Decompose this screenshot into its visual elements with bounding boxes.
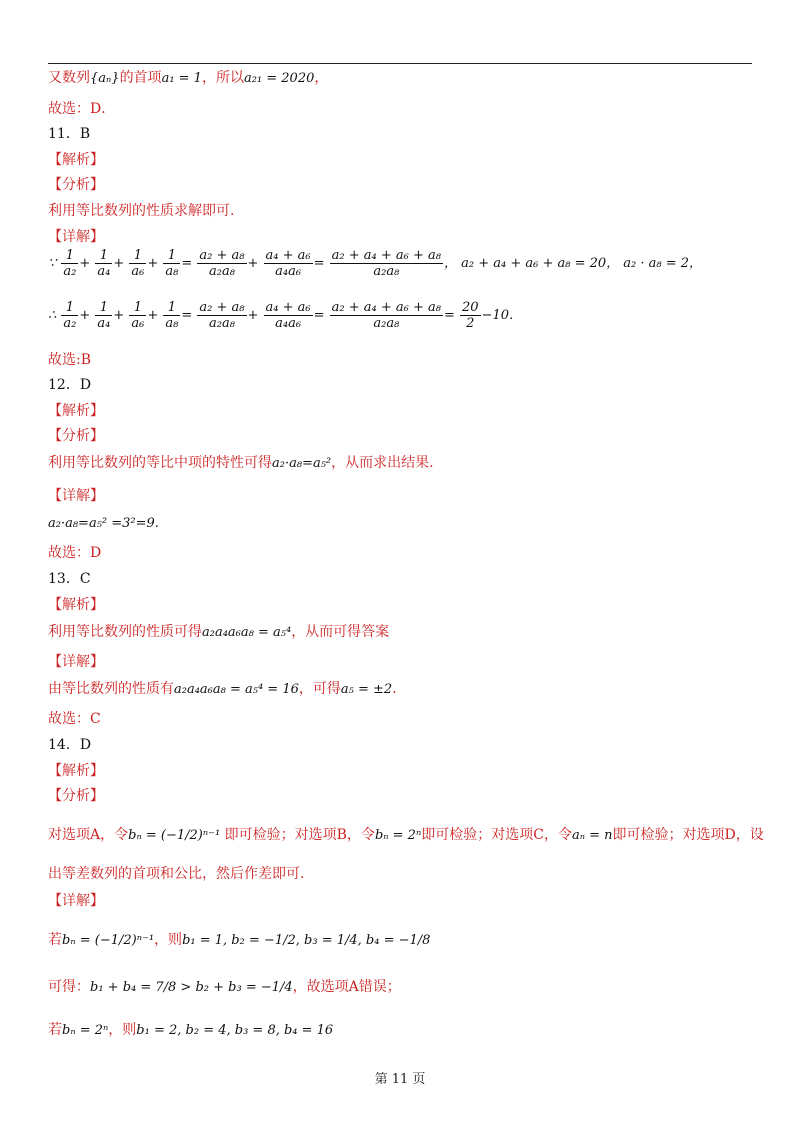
text: 利用等比数列的等比中项的特性可得 [48, 455, 272, 471]
equation-line-1: ∵ $\frac{1}{\text{a₂}}$ + $\frac{1}{\text{a₄}}$ + $\frac{1}{\text{a₆}}$ + $\frac{1}{\text{a₈}}$ = $\frac{\text{a₂ + a₈}}{\text{a₂a₈}}$ + $\frac{\text{a₄ + a₆}}{\text{a₄a₆}}$ = $\frac{\text{a₂ + a₄ + a₆ + a₈}}{\text{a₂a₈}}$ ， a₂ + a₄ + a₆ + a₈ = 20， a₂ · a₈ = 2， [48, 248, 703, 279]
analysis-text: 利用等比数列的性质求解即可. [48, 203, 235, 219]
answer-choice: 故选：C [48, 711, 101, 727]
section-fenxi: 【分析】 [48, 428, 104, 444]
section-jiexi: 【解析】 [48, 763, 104, 779]
section-xiangjie: 【详解】 [48, 229, 104, 245]
analysis-text [48, 453, 434, 474]
section-xiangjie: 【详解】 [48, 654, 104, 670]
math: a₅ = ±2 [340, 682, 393, 697]
text: 即可检验；对选项C，令 [421, 827, 572, 843]
section-xiangjie: 【详解】 [48, 893, 104, 909]
text: 由等比数列的性质有 [48, 681, 174, 697]
text: 若 [48, 1022, 62, 1038]
text: 即可检验；对选项B，令 [224, 827, 375, 843]
section-jiexi: 【解析】 [48, 152, 104, 168]
math: b₁ = 2, b₂ = 4, b₃ = 8, b₄ = 16 [136, 1023, 334, 1038]
page-footer: 第 11 页 [374, 1072, 426, 1087]
math: a₂a₄a₆a₈ = a₅⁴ = 16 [174, 682, 299, 697]
analysis-text [48, 825, 764, 846]
analysis-text-cont: 出等差数列的首项和公比，然后作差即可. [48, 866, 305, 882]
question-number: 11．B [48, 126, 91, 142]
math: bₙ = (−1/2)ⁿ⁻¹ [128, 828, 221, 843]
fraction: $\frac{\text{a₂ + a₈}}{\text{a₂a₈}}$ [199, 300, 245, 331]
math: b₁ + b₄ = 7/8 > b₂ + b₃ = −1/4 [90, 980, 293, 995]
text: ，则 [154, 932, 183, 948]
fraction: $\frac{1}{\text{a₈}}$ [165, 248, 179, 279]
math: a₂₁ = 2020 [243, 71, 315, 86]
section-fenxi: 【分析】 [48, 788, 104, 804]
detail-text [48, 1020, 333, 1041]
fraction: $\frac{\text{a₂ + a₈}}{\text{a₂a₈}}$ [199, 248, 245, 279]
section-jiexi: 【解析】 [48, 597, 104, 613]
question-number: 14．D [48, 737, 92, 753]
fraction: $\frac{20}{2}$ [462, 300, 479, 331]
equation-line-2: ∴ $\frac{1}{\text{a₂}}$ + $\frac{1}{\text{a₄}}$ + $\frac{1}{\text{a₆}}$ + $\frac{1}{\text{a₈}}$ = $\frac{\text{a₂ + a₈}}{\text{a₂a₈}}$ + $\frac{\text{a₄ + a₆}}{\text{a₄a₆}}$ = $\frac{\text{a₂ + a₄ + a₆ + a₈}}{\text{a₂a₈}}$ = $\frac{20}{2}$ −10． [48, 300, 523, 331]
fraction: $\frac{\text{a₄ + a₆}}{\text{a₄a₆}}$ [265, 248, 311, 279]
section-fenxi: 【分析】 [48, 177, 104, 193]
math: a₂·a₈=a₅² [272, 456, 332, 471]
fraction: $\frac{\text{a₂ + a₄ + a₆ + a₈}}{\text{a₂a₈}}$ [331, 300, 441, 331]
text: ． [392, 681, 407, 697]
text: ，从而可得答案 [291, 624, 390, 640]
text-line-1 [48, 68, 328, 89]
math: a₂a₄a₆a₈ = a₅⁴ [202, 625, 292, 640]
fraction: $\frac{1}{\text{a₆}}$ [131, 248, 145, 279]
fraction: $\frac{1}{\text{a₂}}$ [63, 300, 77, 331]
text: 又数列 [48, 70, 90, 86]
math: aₙ = n [571, 828, 613, 843]
fraction: $\frac{\text{a₂ + a₄ + a₆ + a₈}}{\text{a₂a₈}}$ [331, 248, 441, 279]
detail-text [48, 679, 406, 700]
fraction: $\frac{1}{\text{a₄}}$ [97, 248, 111, 279]
fraction: $\frac{\text{a₄ + a₆}}{\text{a₄a₆}}$ [265, 300, 311, 331]
math: bₙ = 2ⁿ [62, 1023, 109, 1038]
math: a₁ = 1 [161, 71, 202, 86]
answer-choice: 故选：D． [48, 101, 116, 117]
text: 利用等比数列的性质可得 [48, 624, 202, 640]
fraction: $\frac{1}{\text{a₂}}$ [63, 248, 77, 279]
text: 的首项 [119, 70, 162, 86]
header-rule [48, 63, 752, 64]
text: ，故选项A错误； [292, 979, 401, 995]
answer-choice: 故选：D [48, 545, 102, 561]
text: 即可检验；对选项D，设 [612, 827, 764, 843]
math: bₙ = 2ⁿ [374, 828, 422, 843]
text: ，所以 [201, 70, 244, 86]
detail-text [48, 930, 430, 951]
text: ，可得 [298, 681, 341, 697]
math: {aₙ} [90, 71, 120, 86]
question-number: 12．D [48, 377, 92, 393]
text: 对选项A，令 [48, 827, 129, 843]
fraction: $\frac{1}{\text{a₈}}$ [165, 300, 179, 331]
analysis-text [48, 622, 389, 643]
text: ，则 [108, 1022, 137, 1038]
math: −10． [481, 308, 523, 323]
fraction: $\frac{1}{\text{a₄}}$ [97, 300, 111, 331]
detail-text [48, 977, 401, 998]
section-xiangjie: 【详解】 [48, 488, 104, 504]
text: 可得： [48, 979, 90, 995]
text: ，从而求出结果. [331, 455, 434, 471]
answer-choice: 故选:B [48, 352, 92, 368]
text: 若 [48, 932, 62, 948]
math: b₁ = 1, b₂ = −1/2, b₃ = 1/4, b₄ = −1/8 [182, 933, 431, 948]
fraction: $\frac{1}{\text{a₆}}$ [131, 300, 145, 331]
detail-equation: a₂·a₈=a₅² =3²=9. [48, 516, 159, 531]
question-number: 13．C [48, 571, 91, 587]
text: ， [314, 70, 329, 86]
math: ， a₂ + a₄ + a₆ + a₈ = 20， a₂ · a₈ = 2， [444, 256, 703, 271]
math: bₙ = (−1/2)ⁿ⁻¹ [62, 933, 155, 948]
section-jiexi: 【解析】 [48, 403, 104, 419]
